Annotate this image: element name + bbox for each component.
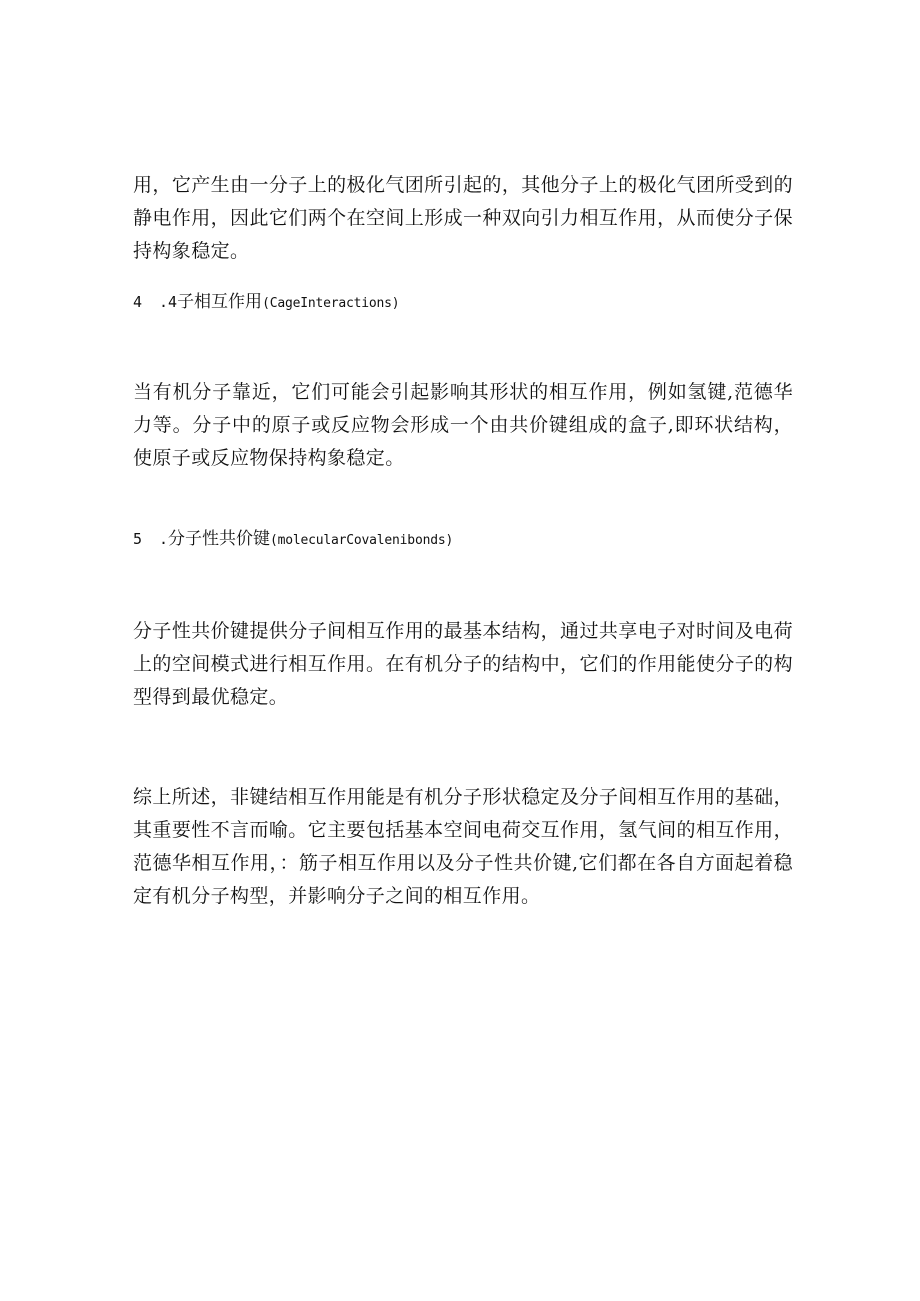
- heading-number: 5: [133, 530, 143, 548]
- paragraph-cage-interactions: 当有机分子靠近，它们可能会引起影响其形状的相互作用，例如氢键,范德华力等。分子中的原子或反应物会形成一个由共价键组成的盒子,即环状结构，使原子或反应物保持构象稳定。: [133, 381, 793, 469]
- heading-latin-term: (molecularCovalenibonds): [270, 533, 454, 548]
- paragraph-summary: 综上所述，非键结相互作用能是有机分子形状稳定及分子间相互作用的基础，其重要性不言而喻。它主要包括基本空间电荷交互作用，氢气间的相互作用，范德华相互作用，：筋子相互作用以及分子性共价键,它们都在各自方面起着稳定有机分子构型，并影响分子之间的相互作用。: [133, 786, 793, 907]
- paragraph-continuation: 用，它产生由一分子上的极化气团所引起的，其他分子上的极化气团所受到的静电作用，因此它们两个在空间上形成一种双向引力相互作用，从而使分子保持构象稳定。: [133, 174, 793, 262]
- section-heading-4: [133, 289, 793, 317]
- heading-number: 4: [133, 293, 143, 311]
- heading-dot: .: [159, 530, 169, 548]
- paragraph-covalent-bonds: 分子性共价键提供分子间相互作用的最基本结构，通过共享电子对时间及电荷上的空间模式进行相互作用。在有机分子的结构中，它们的作用能使分子的构型得到最优稳定。: [133, 620, 793, 708]
- heading-subnumber: .4: [159, 293, 178, 311]
- section-heading-5: [133, 526, 793, 554]
- heading-title: 分子性共价键: [168, 529, 271, 549]
- heading-latin-term: (CageInteractions): [262, 296, 400, 311]
- heading-title: 子相互作用: [177, 292, 263, 312]
